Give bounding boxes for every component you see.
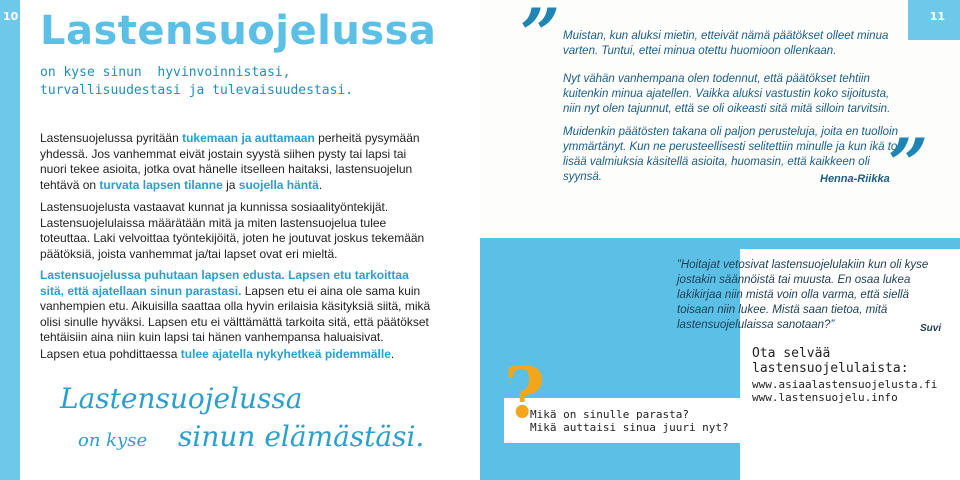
script-heading-line2-small: on kyse	[78, 430, 148, 451]
page-number: 10	[3, 10, 19, 23]
highlight-text: suojella häntä	[238, 177, 319, 192]
highlight-text: turvata lapsen tilanne	[99, 177, 223, 192]
question-mark-icon: ?	[504, 351, 546, 434]
paragraph-future	[40, 347, 435, 363]
text: .	[390, 347, 395, 361]
text: Lastensuojelussa pyritään	[40, 131, 183, 145]
text: Lapsen etu ei aina ole sama kuin vanhempien etu. Aikuisilla saattaa olla hyvin erilaisia käsityksiä siitä, mikä olisi sinulle hyväksi. Lapsen etu ei välttämättä tarkoita sitä, että päätökset tehtäisiin aina niin kuin lapsi tai hänen vanhempansa haluaisivat.	[40, 283, 431, 344]
page-subtitle: on kyse sinun hyvinvoinnistasi, turvallisuudestasi ja tulevaisuudestasi.	[40, 65, 354, 98]
script-heading-line1: Lastensuojelussa	[60, 382, 303, 415]
quote-suvi: ”Hoitajat vetosivat lastensuojelulakiin kun oli kyse jostakin säännöistä tai muusta. En osaa lukea lakikirjaa niin mistä voin olla varma, että siellä toisaan niin lukee. Mistä saan tietoa, mitä lastensuojelulaissa sanotaan?”	[677, 259, 929, 331]
quote-open-icon: ”	[520, 0, 561, 76]
highlight-text: tulee ajatella nykyhetkeä pidemmälle	[180, 347, 391, 361]
paragraph-responsibility: Lastensuojelusta vastaavat kunnat ja kunnissa sosiaalityöntekijät. Lastensuojelulaissa määrätään mitä ja miten lastensuojelua tulee toteuttaa. Laki velvoittaa työntekijöitä, joten he joutuvat joskus tekemään päätöksiä, joista vanhemmat ja/tai lapset ovat eri mieltä.	[40, 200, 425, 261]
quote-close-icon: ”	[888, 123, 929, 206]
page-title: Lastensuojelussa	[40, 8, 437, 54]
page-edge-strip	[0, 0, 20, 480]
text: Lapsen etua pohdittaessa	[40, 347, 181, 361]
quote-author: Henna-Riikka	[820, 173, 890, 185]
paragraph-child-interest	[40, 268, 435, 346]
quote-author: Suvi	[920, 323, 942, 334]
question-text: Mikä on sinulle parasta? Mikä auttaisi sinua juuri nyt?	[530, 408, 729, 434]
highlight-text: tukemaan ja auttamaan	[182, 131, 315, 145]
highlight-text: Lastensuojelussa puhutaan lapsen edusta. Lapsen etu tarkoittaa sitä, että ajatellaan sinun parastasi.	[40, 268, 409, 298]
text: .	[318, 177, 323, 192]
quote-paragraph-2: Nyt vähän vanhempana olen todennut, että päätökset tehtiin kuitenkin minua ajatellen. Vaikka aluksi vastustin koko sijoitusta, niin nyt olen tajunnut, että se oli oikeasti sitä mitä silloin tarvitsin.	[563, 73, 891, 115]
contact-heading: Ota selvää lastensuojelulaista:	[752, 346, 909, 376]
page-number: 11	[929, 10, 945, 23]
paragraph-intro	[40, 131, 435, 193]
contact-links[interactable]: www.asiaalastensuojelusta.fi www.lastensuojelu.info	[752, 378, 938, 404]
text: ja	[222, 177, 239, 192]
quote-paragraph-3: Muidenkin päätösten takana oli paljon perusteluja, joita en tuolloin ymmärtänyt. Kun ne perusteellisesti selitettiin minulle ja kun ikä toi lisää valmiuksia käsitellä asioita, huomasin, että kaikkeen oli syynsä.	[563, 126, 900, 183]
script-heading-line2-large: sinun elämästäsi.	[178, 420, 425, 453]
text: perheitä pysymään yhdessä. Jos vanhemmat eivät jostain syystä siihen pysty tai lapsi tai nuori tekee asioita, jotka ovat hänelle itselleen haitaksi, lastensuojelun tehtävä on	[40, 131, 420, 192]
quote-paragraph-1: Muistan, kun aluksi mietin, etteivät nämä päätökset olleet minua varten. Tuntui, ettei minua otettu huomioon ollenkaan.	[563, 30, 889, 57]
right-page	[480, 0, 960, 480]
